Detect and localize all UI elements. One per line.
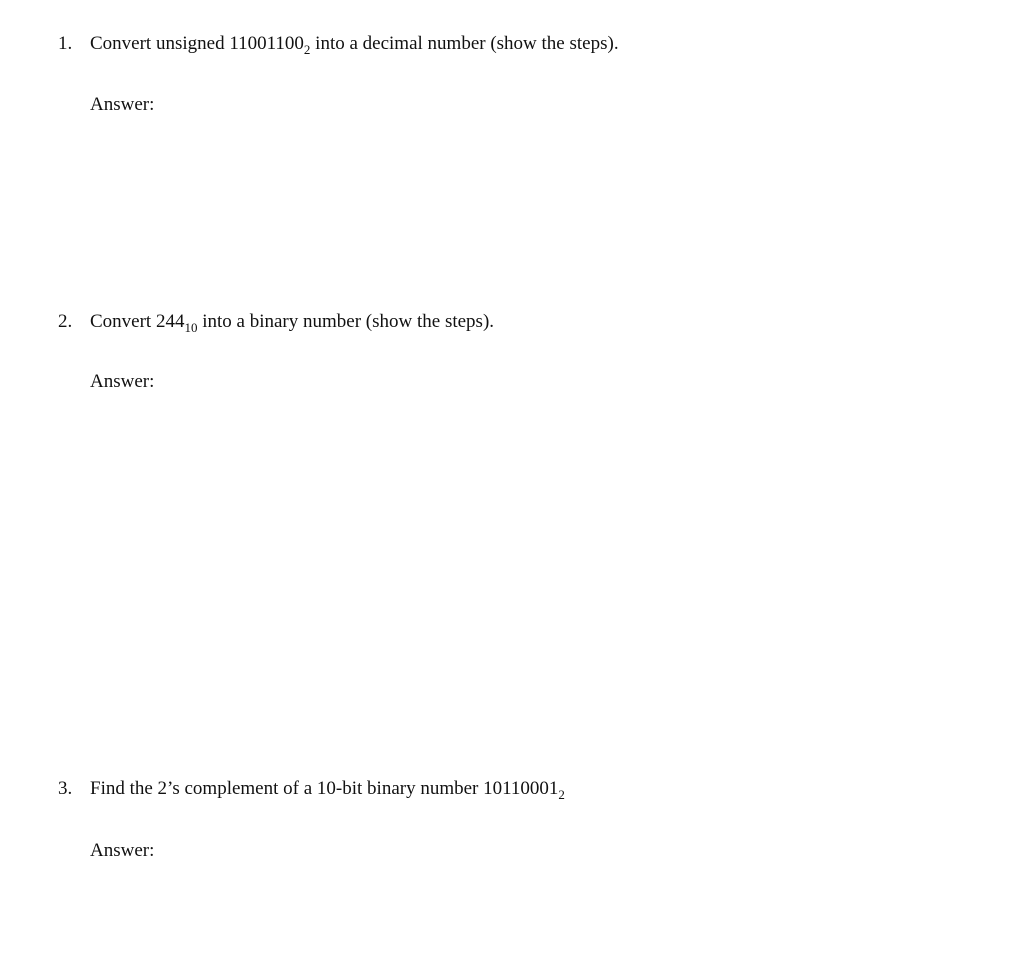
question-2 bbox=[58, 310, 494, 334]
question-text-tail: into a decimal number (show the steps). bbox=[310, 33, 619, 54]
question-text: Convert unsigned 11001100 bbox=[90, 33, 304, 54]
question-3 bbox=[58, 777, 565, 801]
question-1 bbox=[58, 32, 619, 56]
question-text: Find the 2’s complement of a 10-bit binary number 10110001 bbox=[90, 778, 559, 799]
answer-label: Answer: bbox=[90, 94, 155, 115]
question-number: 1. bbox=[58, 33, 73, 54]
question-text: Convert 244 bbox=[90, 311, 185, 332]
base-subscript: 10 bbox=[184, 320, 198, 335]
answer-label: Answer: bbox=[90, 840, 155, 861]
base-subscript: 2 bbox=[303, 42, 311, 57]
question-text-tail: into a binary number (show the steps). bbox=[197, 311, 495, 332]
base-subscript: 2 bbox=[558, 787, 565, 802]
question-number: 3. bbox=[58, 778, 73, 799]
question-number: 2. bbox=[58, 311, 73, 332]
answer-label: Answer: bbox=[90, 371, 155, 392]
